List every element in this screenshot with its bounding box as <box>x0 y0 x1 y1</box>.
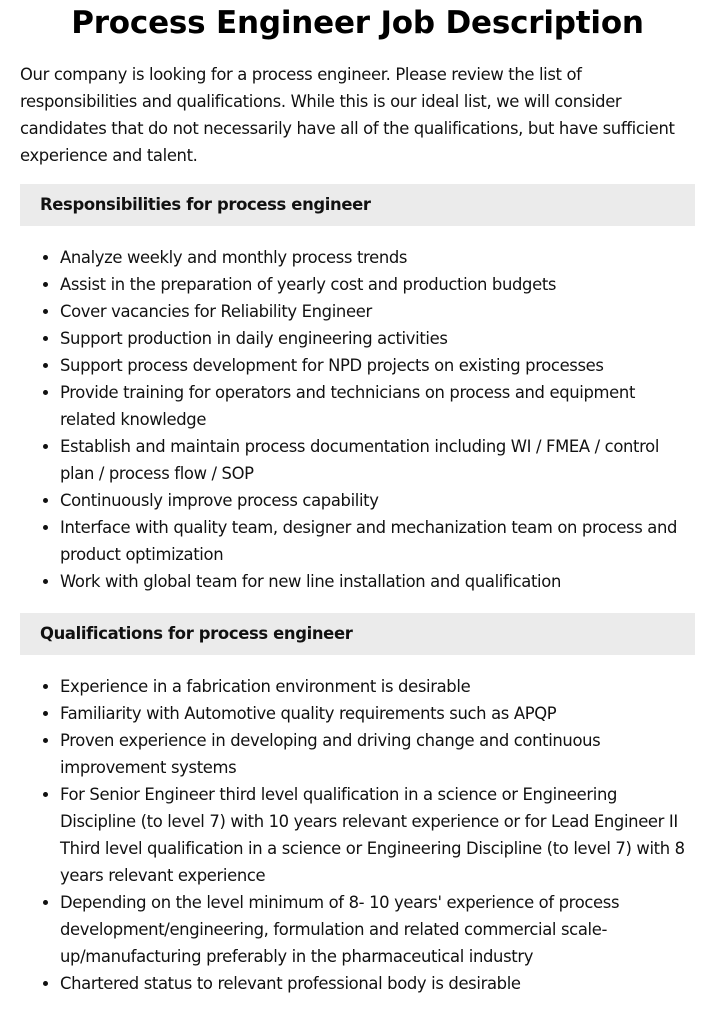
list-item: • For Senior Engineer third level qualification in a science or Engineering Discipline (to level 7) with 10 years relevant experience or for Lead Engineer II Third level qualification in a science or Engineering Discipline (to level 7) with 8 years relevant experience <box>60 781 695 889</box>
list-item: • Interface with quality team, designer and mechanization team on process and product optimization <box>60 514 695 568</box>
list-item: • Experience in a fabrication environment is desirable <box>60 673 695 700</box>
list-item: • Support production in daily engineering activities <box>60 325 695 352</box>
responsibilities-heading: Responsibilities for process engineer <box>20 184 695 226</box>
qualifications-list <box>20 673 695 997</box>
list-item: • Work with global team for new line installation and qualification <box>60 568 695 595</box>
qualifications-heading: Qualifications for process engineer <box>20 613 695 655</box>
list-item: • Provide training for operators and technicians on process and equipment related knowledge <box>60 379 695 433</box>
responsibilities-list <box>20 244 695 595</box>
list-item: • Chartered status to relevant professional body is desirable <box>60 970 695 997</box>
intro-paragraph: Our company is looking for a process engineer. Please review the list of responsibilities and qualifications. While this is our ideal list, we will consider candidates that do not necessarily have all of the qualifications, but have sufficient experience and talent. <box>20 65 675 165</box>
list-item: • Depending on the level minimum of 8- 10 years' experience of process development/engineering, formulation and related commercial scale-up/manufacturing preferably in the pharmaceutical industry <box>60 889 695 970</box>
list-item: • Cover vacancies for Reliability Engineer <box>60 298 695 325</box>
list-item: • Establish and maintain process documentation including WI / FMEA / control plan / process flow / SOP <box>60 433 695 487</box>
list-item: • Support process development for NPD projects on existing processes <box>60 352 695 379</box>
list-item: • Analyze weekly and monthly process trends <box>60 244 695 271</box>
page-title: Process Engineer Job Description <box>71 5 644 41</box>
list-item: • Proven experience in developing and driving change and continuous improvement systems <box>60 727 695 781</box>
list-item: • Continuously improve process capability <box>60 487 695 514</box>
list-item: • Familiarity with Automotive quality requirements such as APQP <box>60 700 695 727</box>
list-item: • Assist in the preparation of yearly cost and production budgets <box>60 271 695 298</box>
